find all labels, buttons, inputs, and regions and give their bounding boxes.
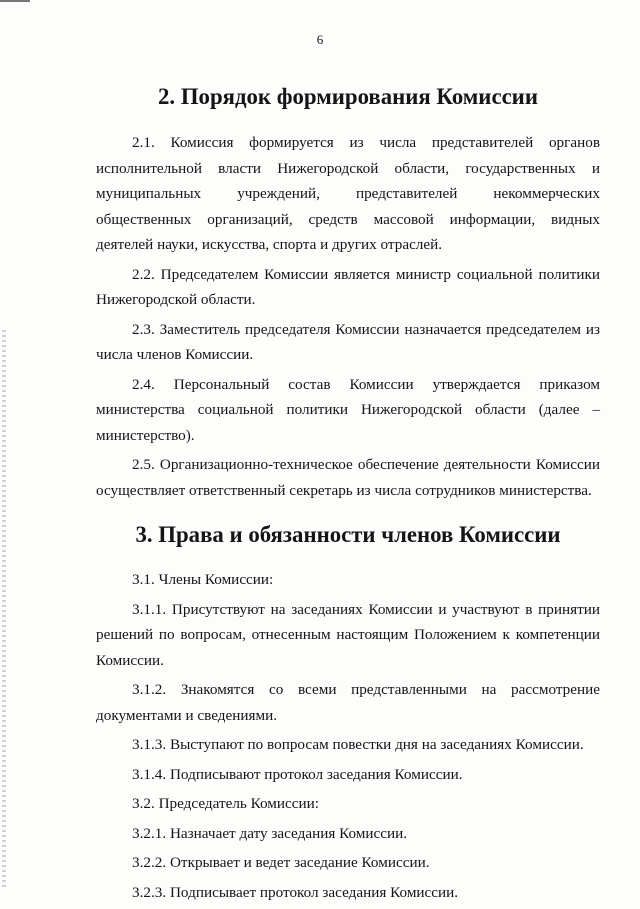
paragraph-3-2-1: 3.2.1. Назначает дату заседания Комиссии. bbox=[132, 824, 408, 842]
page-number: 6 bbox=[316, 32, 324, 47]
paragraph-3-2-2: 3.2.2. Открывает и ведет заседание Комиссии. bbox=[132, 854, 430, 871]
paragraph-3-1-1: 3.1.1. Присутствуют на заседаниях Комиссии и участвуют в принятии решений по вопросам, отнесенным настоящим Положением к компетенции Комиссии. bbox=[96, 600, 600, 669]
paragraph-2-5: 2.5. Организационно-техническое обеспечение деятельности Комиссии осуществляет ответственный секретарь из числа сотрудников министерства. bbox=[96, 456, 600, 499]
paragraph-3-2-3: 3.2.3. Подписывает протокол заседания Комиссии. bbox=[132, 883, 459, 901]
scan-top-mark bbox=[0, 0, 30, 2]
paragraph-2-3: 2.3. Заместитель председателя Комиссии назначается председателем из числа членов Комиссии. bbox=[96, 320, 600, 363]
paragraph-2-4: 2.4. Персональный состав Комиссии утверждается приказом министерства социальной политики Нижегородской области (далее – министерство). bbox=[96, 375, 600, 444]
section-3-heading: 3. Права и обязанности членов Комиссии bbox=[135, 522, 561, 547]
paragraph-2-2: 2.2. Председателем Комиссии является министр социальной политики Нижегородской области. bbox=[96, 265, 600, 308]
paragraph-2-1: 2.1. Комиссия формируется из числа представителей органов исполнительной власти Нижегородской области, государственных и муниципальных учреждений, представителей некоммерческих общественных организаций, средств массовой информации, видных деятелей науки, искусства, спорта и других отраслей. bbox=[96, 134, 600, 253]
paragraph-3-1-3: 3.1.3. Выступают по вопросам повестки дня на заседаниях Комиссии. bbox=[132, 736, 584, 753]
section-2-heading: 2. Порядок формирования Комиссии bbox=[158, 84, 538, 109]
paragraph-3-1-4: 3.1.4. Подписывают протокол заседания Комиссии. bbox=[132, 765, 463, 783]
paragraph-3-1-2: 3.1.2. Знакомятся со всеми представленными на рассмотрение документами и сведениями. bbox=[96, 681, 600, 724]
paragraph-3-1: 3.1. Члены Комиссии: bbox=[132, 571, 274, 588]
document-body bbox=[96, 84, 600, 909]
scan-left-edge bbox=[2, 330, 6, 890]
paragraph-3-2: 3.2. Председатель Комиссии: bbox=[132, 795, 320, 812]
